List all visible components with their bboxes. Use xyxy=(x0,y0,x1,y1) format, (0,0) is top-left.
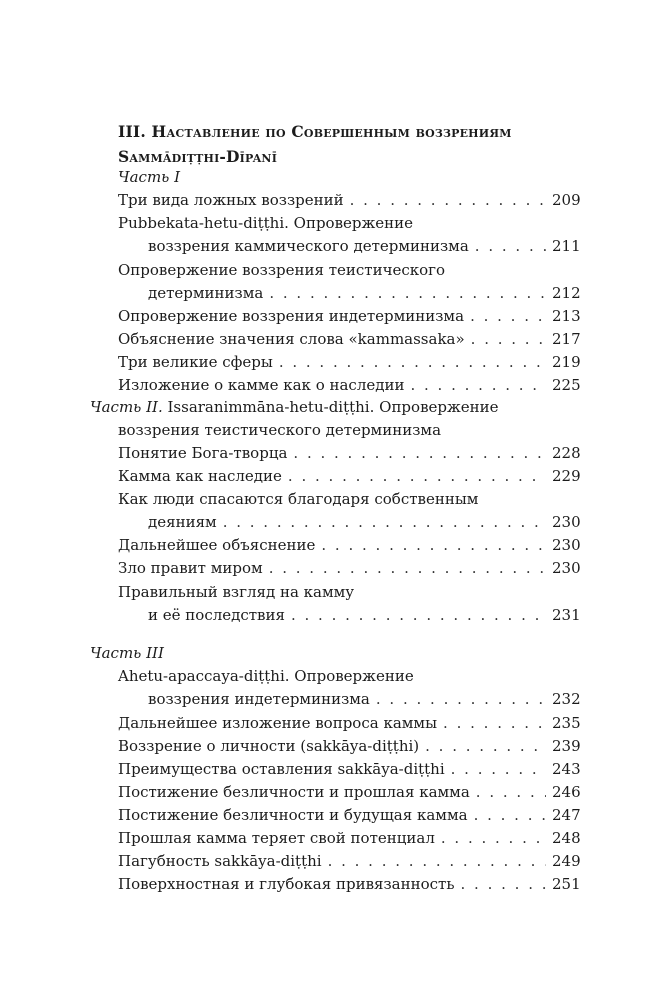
toc-entry-title: Понятие Бога-творца xyxy=(118,444,288,462)
leader-dots xyxy=(293,441,546,465)
toc-entry[interactable] xyxy=(118,826,580,850)
toc-entry-continuation: и её последствия xyxy=(148,606,285,624)
leader-dots xyxy=(441,826,546,850)
leader-dots xyxy=(476,780,546,804)
leader-dots xyxy=(451,757,546,781)
toc-entry[interactable] xyxy=(118,304,580,328)
toc-entry[interactable] xyxy=(148,687,580,711)
toc-entry-continuation: воззрения каммического детерминизма xyxy=(148,237,469,255)
toc-entry-title: Три вида ложных воззрений xyxy=(118,191,344,209)
toc-entry-title: Объяснение значения слова «kammassaka» xyxy=(118,330,465,348)
toc-entry-title: Камма как наследие xyxy=(118,467,282,485)
leader-dots xyxy=(443,711,546,735)
toc-entry[interactable] xyxy=(118,188,580,212)
toc-entry-continuation: воззрения индетерминизма xyxy=(148,690,370,708)
toc-entry[interactable] xyxy=(118,780,580,804)
part-2-heading xyxy=(90,395,499,419)
leader-dots xyxy=(279,350,546,374)
leader-dots xyxy=(410,373,546,397)
leader-dots xyxy=(269,281,546,305)
toc-entry-continuation: деяниям xyxy=(148,513,217,531)
toc-entry-page: 225 xyxy=(552,376,581,394)
toc-entry-title: Изложение о камме как о наследии xyxy=(118,376,405,394)
toc-entry[interactable] xyxy=(148,281,580,305)
toc-entry-page: 231 xyxy=(552,606,581,624)
toc-entry-page: 249 xyxy=(552,852,581,870)
toc-entry-page: 209 xyxy=(552,191,581,209)
leader-dots xyxy=(461,872,546,896)
toc-entry[interactable] xyxy=(148,234,580,258)
toc-entry-page: 228 xyxy=(552,444,581,462)
toc-entry-page: 219 xyxy=(552,353,581,371)
toc-entry[interactable] xyxy=(118,757,580,781)
section-title: III. Наставление по Совершенным воззрениям xyxy=(118,122,512,141)
toc-entry-page: 248 xyxy=(552,829,581,847)
leader-dots xyxy=(474,803,546,827)
toc-entry[interactable] xyxy=(118,872,580,896)
leader-dots xyxy=(376,687,546,711)
toc-entry-title: Дальнейшее изложение вопроса каммы xyxy=(118,714,438,732)
toc-entry-title[interactable]: Ahetu-apaccaya-diṭṭhi. Опровержение xyxy=(118,667,414,685)
toc-entry[interactable] xyxy=(118,464,580,488)
toc-entry-page: 251 xyxy=(552,875,581,893)
toc-entry-title[interactable]: Как люди спасаются благодаря собственным xyxy=(118,490,479,508)
toc-entry-page: 232 xyxy=(552,690,581,708)
leader-dots xyxy=(471,327,546,351)
leader-dots xyxy=(269,556,546,580)
toc-entry-title: Прошлая камма теряет свой потенциал xyxy=(118,829,435,847)
toc-entry-page: 235 xyxy=(552,714,581,732)
toc-entry[interactable] xyxy=(118,441,580,465)
toc-entry[interactable] xyxy=(118,533,580,557)
part-1-label: Часть I xyxy=(118,168,181,186)
toc-entry-title: Зло правит миром xyxy=(118,559,263,577)
toc-entry-title[interactable]: Опровержение воззрения теистического xyxy=(118,261,446,279)
leader-dots xyxy=(475,234,546,258)
toc-entry-continuation: детерминизма xyxy=(148,284,264,302)
toc-entry-title[interactable]: Pubbekata-hetu-diṭṭhi. Опровержение xyxy=(118,214,414,232)
toc-entry-page: 212 xyxy=(552,284,581,302)
toc-entry[interactable] xyxy=(118,803,580,827)
toc-entry[interactable] xyxy=(118,711,580,735)
toc-entry-page: 211 xyxy=(552,237,581,255)
toc-entry-title: Опровержение воззрения индетерминизма xyxy=(118,307,465,325)
toc-entry-title: Воззрение о личности (sakkāya-diṭṭhi) xyxy=(118,737,420,755)
toc-entry-title: Три великие сферы xyxy=(118,353,273,371)
toc-entry-page: 230 xyxy=(552,513,581,531)
toc-entry-page: 230 xyxy=(552,559,581,577)
leader-dots xyxy=(425,734,546,758)
toc-entry-title: Поверхностная и глубокая привязанность xyxy=(118,875,455,893)
toc-entry-page: 230 xyxy=(552,536,581,554)
toc-entry-title: Постижение безличности и прошлая камма xyxy=(118,783,470,801)
leader-dots xyxy=(223,510,546,534)
toc-entry-title: Дальнейшее объяснение xyxy=(118,536,316,554)
leader-dots xyxy=(350,188,546,212)
leader-dots xyxy=(328,849,546,873)
toc-entry-title: Преимущества оставления sakkāya-diṭṭhi xyxy=(118,760,445,778)
leader-dots xyxy=(291,603,546,627)
leader-dots xyxy=(470,304,546,328)
toc-entry[interactable] xyxy=(148,603,580,627)
toc-entry-page: 243 xyxy=(552,760,581,778)
toc-entry[interactable] xyxy=(118,327,580,351)
toc-entry-title: Пагубность sakkāya-diṭṭhi xyxy=(118,852,322,870)
toc-entry-page: 213 xyxy=(552,307,581,325)
toc-entry-page: 229 xyxy=(552,467,581,485)
toc-entry-page: 239 xyxy=(552,737,581,755)
toc-entry-page: 217 xyxy=(552,330,581,348)
toc-entry[interactable] xyxy=(118,350,580,374)
part-2-label: Часть II. xyxy=(90,398,163,416)
toc-entry[interactable] xyxy=(118,556,580,580)
toc-entry[interactable] xyxy=(118,734,580,758)
toc-entry[interactable] xyxy=(148,510,580,534)
part-3-label: Часть III xyxy=(90,644,164,662)
toc-entry-title[interactable]: Правильный взгляд на камму xyxy=(118,583,355,601)
toc-entry-page: 247 xyxy=(552,806,581,824)
toc-entry[interactable] xyxy=(118,849,580,873)
toc-entry-page: 246 xyxy=(552,783,581,801)
section-subtitle: Sammādiṭṭhi-Dīpanī xyxy=(118,147,278,166)
part-2-title: Issaranimmāna-hetu-diṭṭhi. Опровержение xyxy=(167,398,499,416)
toc-entry-title: Постижение безличности и будущая камма xyxy=(118,806,468,824)
leader-dots xyxy=(321,533,546,557)
part-2-title-continuation: воззрения теистического детерминизма xyxy=(118,421,442,439)
leader-dots xyxy=(288,464,546,488)
toc-entry[interactable] xyxy=(118,373,580,397)
